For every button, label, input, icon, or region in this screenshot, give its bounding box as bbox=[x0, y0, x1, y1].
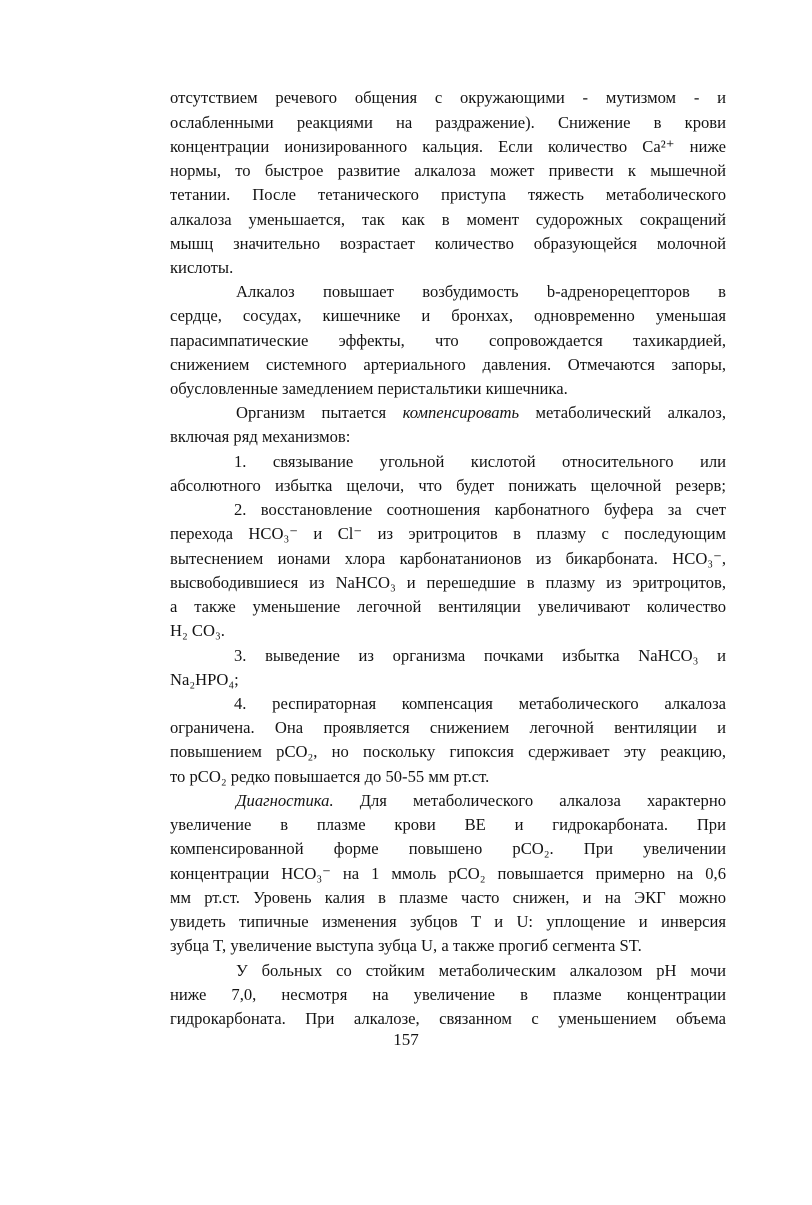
text-line: 2. восстановление соотношения карбонатного буфера за счет bbox=[234, 500, 726, 519]
text-line: H₂ CO₃. bbox=[170, 621, 225, 640]
text-line: ослабленными реакциями на раздражение). Снижение в крови bbox=[170, 113, 726, 132]
text-line: повышением pCO₂, но поскольку гипоксия сдерживает эту реакцию, bbox=[170, 742, 726, 761]
italic-term: Диагностика. bbox=[236, 791, 334, 810]
text-line: Диагностика. Для метаболического алкалоза характерно bbox=[236, 791, 726, 810]
text-line: концентрации ионизированного кальция. Если количество Ca²⁺ ниже bbox=[170, 137, 726, 156]
text-line: абсолютного избытка щелочи, что будет понижать щелочной резерв; bbox=[170, 476, 726, 495]
text-line: 3. выведение из организма почками избытка NaHCO₃ и bbox=[234, 646, 726, 665]
text-line: ниже 7,0, несмотря на увеличение в плазме концентрации bbox=[170, 985, 726, 1004]
page-number: 157 bbox=[393, 1030, 419, 1049]
italic-term: компенсировать bbox=[402, 403, 520, 422]
text-line: компенсированной форме повышено pCO₂. При увеличении bbox=[170, 839, 726, 858]
text-line: увеличение в плазме крови BE и гидрокарбоната. При bbox=[170, 815, 726, 834]
text-line: парасимпатические эффекты, что сопровождается тахикардией, bbox=[170, 331, 726, 350]
text-line: алкалоза уменьшается, так как в момент судорожных сокращений bbox=[170, 210, 726, 229]
text-line: зубца T, увеличение выступа зубца U, а также прогиб сегмента ST. bbox=[170, 936, 642, 955]
text-line: 4. респираторная компенсация метаболического алкалоза bbox=[234, 694, 726, 713]
text-line: отсутствием речевого общения с окружающими - мутизмом - и bbox=[170, 88, 726, 107]
text-line: кислоты. bbox=[170, 258, 234, 277]
text-line: У больных со стойким метаболическим алкалозом pH мочи bbox=[236, 961, 726, 980]
text-line: снижением системного артериального давления. Отмечаются запоры, bbox=[170, 355, 726, 374]
text-line: концентрации HCO₃⁻ на 1 ммоль pCO₂ повышается примерно на 0,6 bbox=[170, 864, 726, 883]
text-line: увидеть типичные изменения зубцов T и U: уплощение и инверсия bbox=[170, 912, 726, 931]
text-line: 1. связывание угольной кислотой относительного или bbox=[234, 452, 726, 471]
text-line: мм рт.ст. Уровень калия в плазме часто снижен, и на ЭКГ можно bbox=[170, 888, 726, 907]
text-line: перехода HCO₃⁻ и Cl⁻ из эритроцитов в плазму с последующим bbox=[170, 524, 726, 543]
text-line: вытеснением ионами хлора карбонатанионов из бикарбоната. HCO₃⁻, bbox=[170, 549, 726, 568]
text-line: Алкалоз повышает возбудимость b-адренорецепторов в bbox=[236, 282, 726, 301]
text-line: нормы, то быстрое развитие алкалоза может привести к мышечной bbox=[170, 161, 726, 180]
text-line: ограничена. Она проявляется снижением легочной вентиляции и bbox=[170, 718, 726, 737]
text-line: Na₂HPO₄; bbox=[170, 670, 239, 689]
text-line: мышц значительно возрастает количество образующейся молочной bbox=[170, 234, 726, 253]
text-line: высвободившиеся из NaHCO₃ и перешедшие в плазму из эритроцитов, bbox=[170, 573, 726, 592]
text-line: тетании. После тетанического приступа тяжесть метаболического bbox=[170, 185, 726, 204]
text-line: включая ряд механизмов: bbox=[170, 427, 351, 446]
text-line: а также уменьшение легочной вентиляции увеличивают количество bbox=[170, 597, 726, 616]
text-line: гидрокарбоната. При алкалозе, связанном с уменьшением объема bbox=[170, 1009, 726, 1028]
text-line: Организм пытается компенсировать метаболический алкалоз, bbox=[236, 403, 726, 422]
text-line: сердце, сосудах, кишечнике и бронхах, одновременно уменьшая bbox=[170, 306, 726, 325]
text-line: то pCO₂ редко повышается до 50-55 мм рт.ст. bbox=[170, 767, 490, 786]
text-line: обусловленные замедлением перистальтики кишечника. bbox=[170, 379, 568, 398]
